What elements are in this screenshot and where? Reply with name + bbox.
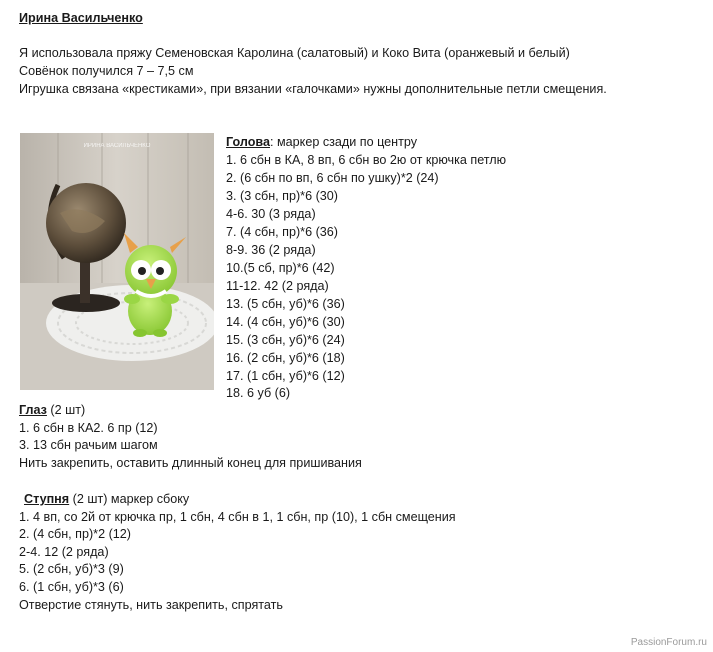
foot-row: Отверстие стянуть, нить закрепить, спрятать [19,598,283,612]
eye-title: Глаз [19,403,47,417]
eye-count: (2 шт) [46,403,86,417]
author-name: Ирина Васильченко [19,11,143,25]
head-note: : маркер сзади по центру [270,135,418,149]
head-heading [226,134,417,151]
head-row: 11-12. 42 (2 ряда) [226,279,329,293]
eye-row: Нить закрепить, оставить длинный конец для пришивания [19,456,362,470]
eye-row: 3. 13 сбн рачьим шагом [19,438,158,452]
foot-row: 1. 4 вп, со 2й от крючка пр, 1 сбн, 4 сбн в 1, 1 сбн, пр (10), 1 сбн смещения [19,510,456,524]
head-row: 17. (1 сбн, уб)*6 (12) [226,369,345,383]
owl-photo [20,133,214,390]
photo-caption: ИРИНА ВАСИЛЬЧЕНКО [83,143,151,149]
intro-yarn: Я использовала пряжу Семеновская Каролина (салатовый) и Коко Вита (оранжевый и белый) [19,46,570,60]
foot-count: (2 шт) маркер сбоку [69,492,190,506]
intro-technique: Игрушка связана «крестиками», при вязании «галочками» нужны дополнительные петли смещения. [19,82,607,96]
intro-size: Совёнок получился 7 – 7,5 см [19,64,194,78]
head-row: 4-6. 30 (3 ряда) [226,207,316,221]
head-row: 13. (5 сбн, уб)*6 (36) [226,297,345,311]
head-row: 3. (3 сбн, пр)*6 (30) [226,189,338,203]
eye-row: 1. 6 сбн в КА2. 6 пр (12) [19,421,158,435]
foot-row: 5. (2 сбн, уб)*3 (9) [19,562,124,576]
head-row: 18. 6 уб (6) [226,386,291,400]
head-title: Голова [226,135,270,149]
head-row: 2. (6 сбн по вп, 6 сбн по ушку)*2 (24) [226,171,439,185]
foot-heading [24,491,189,508]
eye-heading [19,402,85,419]
watermark: PassionForum.ru [630,637,707,648]
foot-row: 6. (1 сбн, уб)*3 (6) [19,580,124,594]
head-row: 10.(5 сб, пр)*6 (42) [226,261,335,275]
head-row: 1. 6 сбн в КА, 8 вп, 6 сбн во 2ю от крючка петлю [226,153,507,167]
foot-row: 2-4. 12 (2 ряда) [19,545,109,559]
head-row: 14. (4 сбн, уб)*6 (30) [226,315,345,329]
head-row: 15. (3 сбн, уб)*6 (24) [226,333,345,347]
head-row: 7. (4 сбн, пр)*6 (36) [226,225,338,239]
head-row: 16. (2 сбн, уб)*6 (18) [226,351,345,365]
foot-row: 2. (4 сбн, пр)*2 (12) [19,527,131,541]
foot-title: Ступня [24,492,70,506]
head-row: 8-9. 36 (2 ряда) [226,243,316,257]
